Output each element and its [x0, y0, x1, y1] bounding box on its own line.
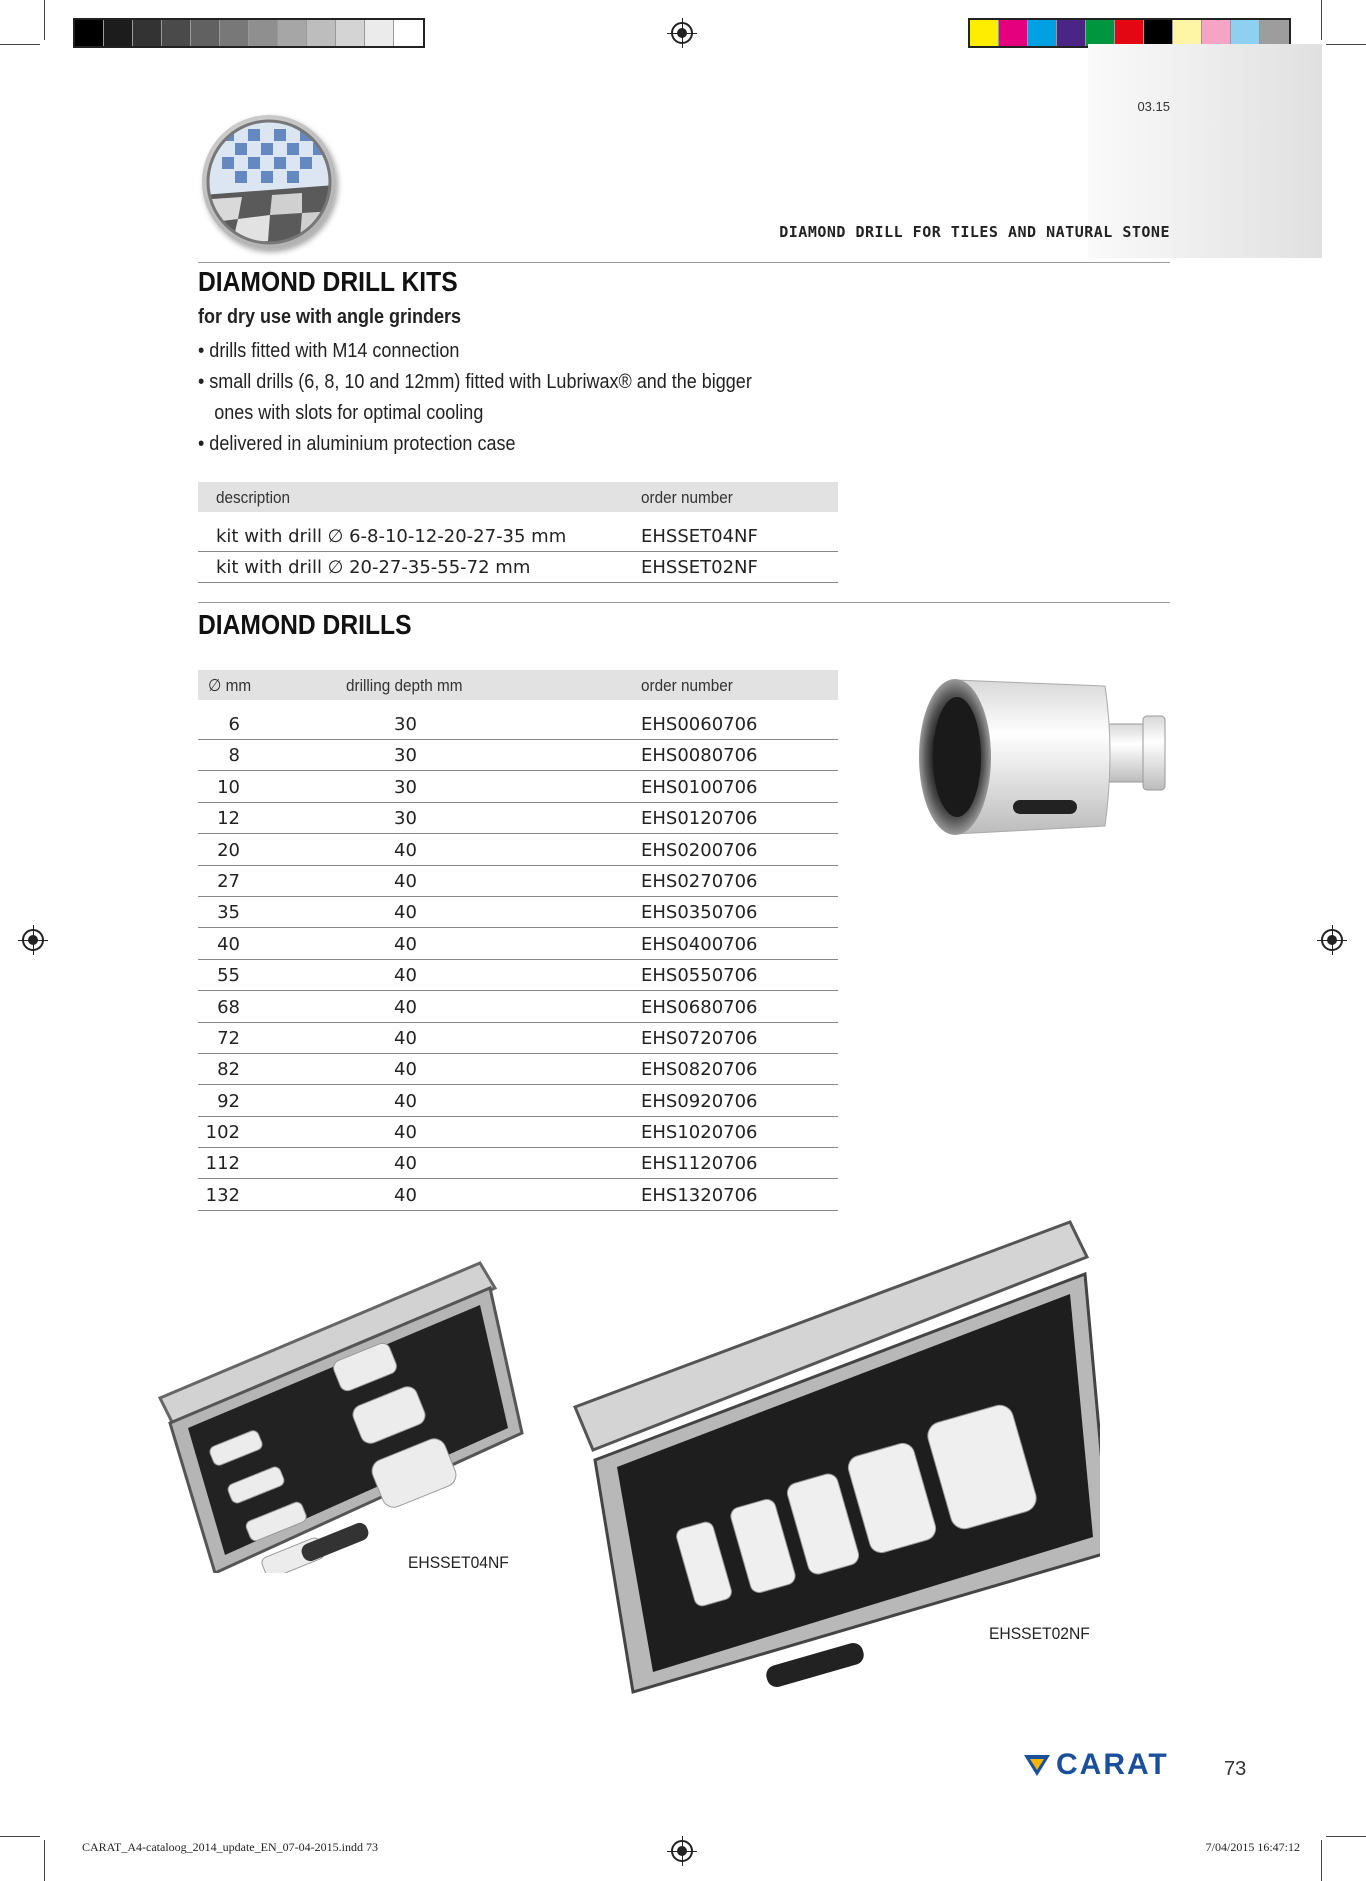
grayscale-color-bar — [73, 18, 425, 48]
footer-file-info: CARAT_A4-cataloog_2014_update_EN_07-04-2015.indd 73 — [82, 1840, 378, 1854]
gray-swatch — [75, 20, 104, 46]
drill-order-number: EHS0720706 — [641, 1027, 758, 1049]
table-row — [198, 1117, 838, 1148]
drill-order-number: EHS1020706 — [641, 1122, 758, 1144]
table-row — [198, 1179, 838, 1210]
crop-mark — [0, 44, 40, 45]
drill-order-number: EHS0120706 — [641, 808, 758, 830]
registration-mark-bottom — [671, 1840, 693, 1862]
drill-order-number: EHS0270706 — [641, 870, 758, 892]
drills-heading: DIAMOND DRILLS — [198, 609, 412, 640]
table-row — [198, 1054, 838, 1085]
gray-swatch — [336, 20, 365, 46]
drill-depth: 30 — [394, 776, 417, 798]
kit-case-large-caption: EHSSET02NF — [989, 1624, 1090, 1643]
crop-mark — [0, 1836, 40, 1837]
drill-depth: 30 — [394, 745, 417, 767]
gray-swatch — [365, 20, 394, 46]
drill-depth: 40 — [394, 996, 417, 1018]
drill-depth: 40 — [394, 1122, 417, 1144]
drill-depth: 40 — [394, 870, 417, 892]
drill-diameter: 35 — [217, 902, 240, 924]
table-row — [198, 897, 838, 928]
drill-order-number: EHS0060706 — [641, 714, 758, 735]
kits-table — [198, 482, 838, 583]
kit-order-number: EHSSET02NF — [641, 557, 758, 578]
drill-order-number: EHS0080706 — [641, 745, 758, 767]
drill-diameter: 102 — [205, 1122, 240, 1144]
drill-order-number: EHS1120706 — [641, 1153, 758, 1175]
kits-subtitle: for dry use with angle grinders — [198, 306, 462, 328]
drill-order-number: EHS0100706 — [641, 776, 758, 798]
drill-diameter: 40 — [217, 933, 240, 955]
crop-mark — [1321, 0, 1322, 40]
table-row — [198, 700, 838, 740]
color-swatch — [1086, 20, 1115, 46]
gray-swatch — [191, 20, 220, 46]
drill-order-number: EHS0350706 — [641, 902, 758, 924]
drill-depth: 40 — [394, 902, 417, 924]
drill-depth: 40 — [394, 1153, 417, 1175]
drill-diameter: 82 — [217, 1059, 240, 1081]
kit-order-number: EHSSET04NF — [641, 526, 758, 547]
table-row — [198, 552, 838, 583]
color-swatch — [1115, 20, 1144, 46]
color-swatch — [1173, 20, 1202, 46]
kits-heading: DIAMOND DRILL KITS — [198, 266, 458, 297]
color-swatch — [1057, 20, 1086, 46]
crop-mark — [1321, 1840, 1322, 1881]
drill-order-number: EHS0550706 — [641, 965, 758, 987]
registration-mark-top — [671, 22, 693, 44]
table-header — [198, 670, 838, 700]
gray-swatch — [249, 20, 278, 46]
registration-mark-left — [22, 929, 44, 951]
crop-mark — [1326, 1836, 1366, 1837]
gray-swatch — [307, 20, 336, 46]
drill-diameter: 10 — [217, 776, 240, 798]
drill-order-number: EHS0400706 — [641, 933, 758, 955]
drill-diameter: 8 — [228, 745, 240, 767]
drills-table — [198, 670, 838, 1211]
drill-depth: 40 — [394, 1059, 417, 1081]
crop-mark — [44, 0, 45, 40]
drill-diameter: 72 — [217, 1027, 240, 1049]
drill-diameter: 6 — [228, 714, 240, 735]
section-title: DIAMOND DRILL FOR TILES AND NATURAL STONE — [779, 223, 1170, 241]
drill-depth: 40 — [394, 1027, 417, 1049]
drill-depth: 40 — [394, 1090, 417, 1112]
drill-diameter: 132 — [205, 1184, 240, 1206]
table-row — [198, 1148, 838, 1179]
gray-swatch — [278, 20, 307, 46]
drill-depth: 40 — [394, 965, 417, 987]
table-row — [198, 1085, 838, 1116]
header-divider — [198, 262, 1170, 263]
drill-diameter: 12 — [217, 808, 240, 830]
drill-depth: 30 — [394, 808, 417, 830]
drill-order-number: EHS1320706 — [641, 1184, 758, 1206]
drill-order-number: EHS0200706 — [641, 839, 758, 861]
diamond-drill-image — [915, 672, 1170, 842]
table-row — [198, 960, 838, 991]
table-row — [198, 834, 838, 865]
column-header-order-number: order number — [641, 488, 733, 507]
drill-order-number: EHS0680706 — [641, 996, 758, 1018]
page-number: 73 — [1224, 1758, 1247, 1780]
table-row — [198, 771, 838, 802]
column-header-drilling-depth: drilling depth mm — [346, 676, 463, 695]
gray-swatch — [394, 20, 423, 46]
color-swatch — [1231, 20, 1260, 46]
crop-mark — [1326, 44, 1366, 45]
section-divider — [198, 602, 1170, 603]
crop-mark — [44, 1840, 45, 1881]
table-row — [198, 1023, 838, 1054]
feature-list — [198, 336, 828, 460]
carat-logo-icon — [1024, 1753, 1050, 1777]
registration-mark-right — [1321, 929, 1343, 951]
drill-diameter: 20 — [217, 839, 240, 861]
kit-case-small-caption: EHSSET04NF — [408, 1553, 509, 1572]
table-row — [198, 803, 838, 834]
drill-diameter: 27 — [217, 870, 240, 892]
drill-diameter: 55 — [217, 965, 240, 987]
logo-wordmark: CARAT — [1056, 1748, 1169, 1781]
drill-diameter: 92 — [217, 1090, 240, 1112]
gray-swatch — [220, 20, 249, 46]
color-swatch — [1144, 20, 1173, 46]
drill-depth: 40 — [394, 839, 417, 861]
kit-description: kit with drill ∅ 20-27-35-55-72 mm — [216, 557, 531, 578]
page-reference: 03.15 — [1137, 99, 1170, 114]
kit-case-small-image — [150, 1243, 530, 1573]
drill-depth: 40 — [394, 933, 417, 955]
kit-description: kit with drill ∅ 6-8-10-12-20-27-35 mm — [216, 526, 567, 547]
table-row — [198, 512, 838, 552]
drill-rows — [198, 700, 838, 1211]
drill-diameter: 112 — [205, 1153, 240, 1175]
drill-diameter: 68 — [217, 996, 240, 1018]
column-header-order-number: order number — [641, 676, 733, 695]
table-header — [198, 482, 838, 512]
feature-item: • delivered in aluminium protection case — [198, 433, 516, 455]
table-row — [198, 866, 838, 897]
color-swatch — [1202, 20, 1231, 46]
color-swatch — [970, 20, 999, 46]
column-header-diameter: ∅ mm — [208, 676, 252, 695]
table-row — [198, 991, 838, 1022]
gray-swatch — [162, 20, 191, 46]
drill-order-number: EHS0920706 — [641, 1090, 758, 1112]
feature-item: • small drills (6, 8, 10 and 12mm) fitted with Lubriwax® and the bigger ones with slots for optimal cooling — [198, 371, 752, 424]
gray-swatch — [104, 20, 133, 46]
color-swatch — [999, 20, 1028, 46]
table-row — [198, 740, 838, 771]
footer-date-info: 7/04/2015 16:47:12 — [1205, 1840, 1300, 1854]
drill-order-number: EHS0820706 — [641, 1059, 758, 1081]
table-row — [198, 928, 838, 959]
tiles-category-icon — [202, 115, 336, 249]
color-swatch — [1028, 20, 1057, 46]
feature-item: • drills fitted with M14 connection — [198, 340, 460, 362]
color-swatch — [1260, 20, 1289, 46]
gray-swatch — [133, 20, 162, 46]
column-header-description: description — [216, 488, 290, 507]
drill-depth: 40 — [394, 1184, 417, 1206]
drill-depth: 30 — [394, 714, 417, 735]
carat-logo — [1024, 1748, 1169, 1782]
